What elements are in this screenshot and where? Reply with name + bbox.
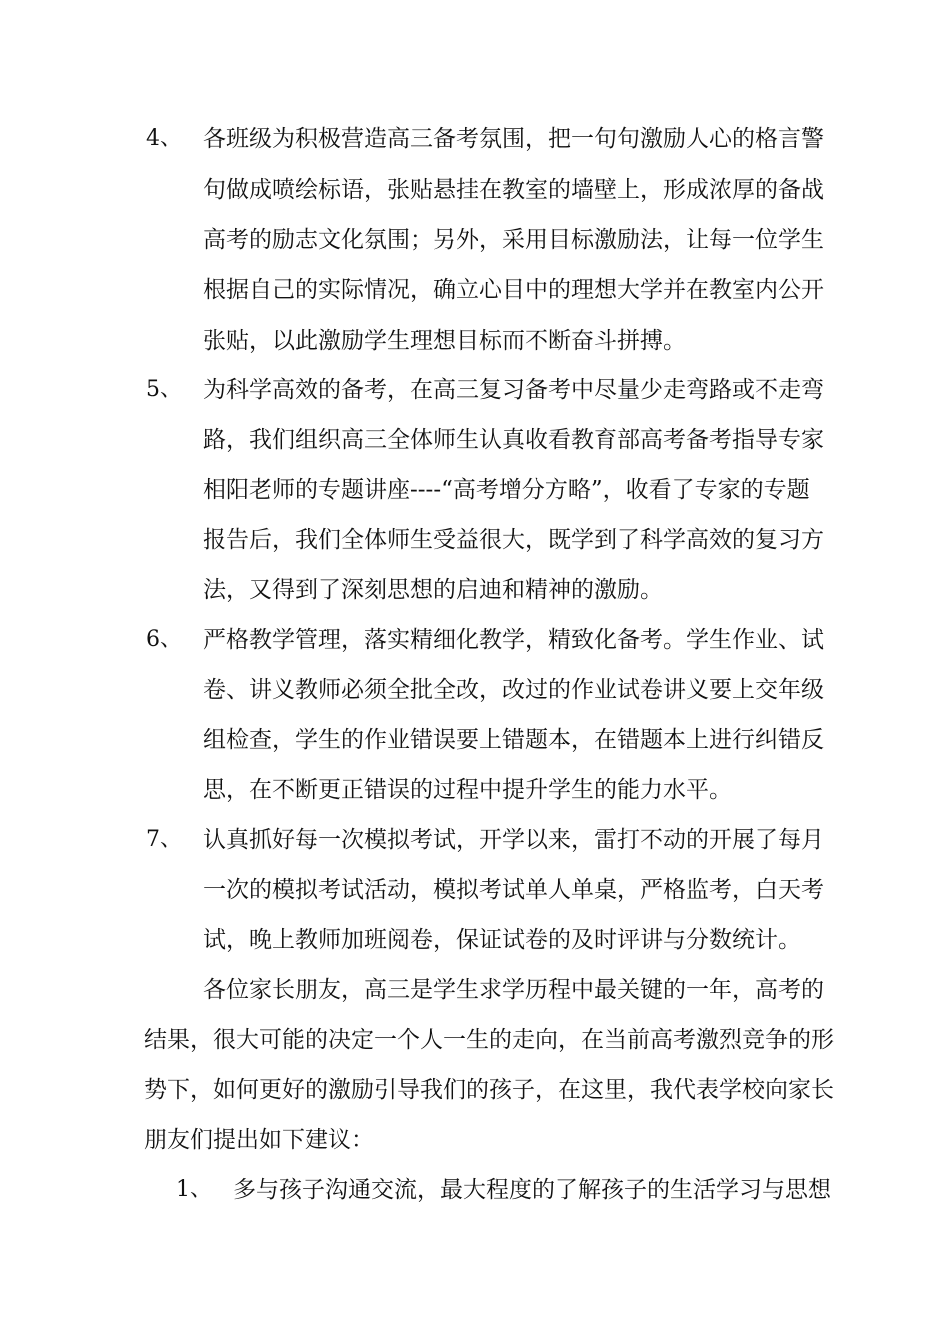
item-7-number: 7、	[146, 827, 182, 852]
item-6-line-3: 组检查，学生的作业错误要上错题本，在错题本上进行纠错反	[203, 727, 824, 753]
item-5-line-3: 相阳老师的专题讲座----“高考增分方略”，收看了专家的专题	[203, 477, 810, 503]
suggestion-1-number: 1、	[176, 1177, 212, 1202]
item-7-line-3: 试，晚上教师加班阅卷，保证试卷的及时评讲与分数统计。	[203, 927, 801, 953]
item-5-line-2: 路，我们组织高三全体师生认真收看教育部高考备考指导专家	[203, 427, 824, 453]
item-4-line-1: 各班级为积极营造高三备考氛围，把一句句激励人心的格言警	[203, 126, 824, 152]
suggestion-1-text: 多与孩子沟通交流，最大程度的了解孩子的生活学习与思想	[233, 1177, 831, 1203]
item-6-line-2: 卷、讲义教师必须全批全改，改过的作业试卷讲义要上交年级	[203, 677, 824, 703]
paragraph-line-4: 朋友们提出如下建议：	[144, 1127, 374, 1153]
item-7-line-1: 认真抓好每一次模拟考试，开学以来，雷打不动的开展了每月	[203, 827, 824, 853]
item-7-line-2: 一次的模拟考试活动，模拟考试单人单桌，严格监考，白天考	[203, 877, 824, 903]
item-5-line-1: 为科学高效的备考，在高三复习备考中尽量少走弯路或不走弯	[203, 377, 824, 403]
item-6-line-1: 严格教学管理，落实精细化教学，精致化备考。学生作业、试	[203, 627, 824, 653]
item-4-line-3: 高考的励志文化氛围；另外，采用目标激励法，让每一位学生	[203, 227, 824, 253]
paragraph-line-3: 势下，如何更好的激励引导我们的孩子，在这里，我代表学校向家长	[144, 1077, 834, 1103]
item-5-line-4: 报告后，我们全体师生受益很大，既学到了科学高效的复习方	[203, 527, 824, 553]
paragraph-line-1: 各位家长朋友，高三是学生求学历程中最关键的一年，高考的	[203, 977, 824, 1003]
item-4-number: 4、	[146, 126, 182, 151]
item-6-line-4: 思，在不断更正错误的过程中提升学生的能力水平。	[203, 777, 732, 803]
item-6-number: 6、	[146, 627, 182, 652]
paragraph-line-2: 结果，很大可能的决定一个人一生的走向，在当前高考激烈竞争的形	[144, 1027, 834, 1053]
item-5-number: 5、	[146, 377, 182, 402]
item-4-line-4: 根据自己的实际情况，确立心目中的理想大学并在教室内公开	[203, 277, 824, 303]
item-4-line-2: 句做成喷绘标语，张贴悬挂在教室的墙壁上，形成浓厚的备战	[203, 177, 824, 203]
item-5-line-5: 法，又得到了深刻思想的启迪和精神的激励。	[203, 577, 663, 603]
item-4-line-5: 张贴，以此激励学生理想目标而不断奋斗拼搏。	[203, 328, 686, 354]
